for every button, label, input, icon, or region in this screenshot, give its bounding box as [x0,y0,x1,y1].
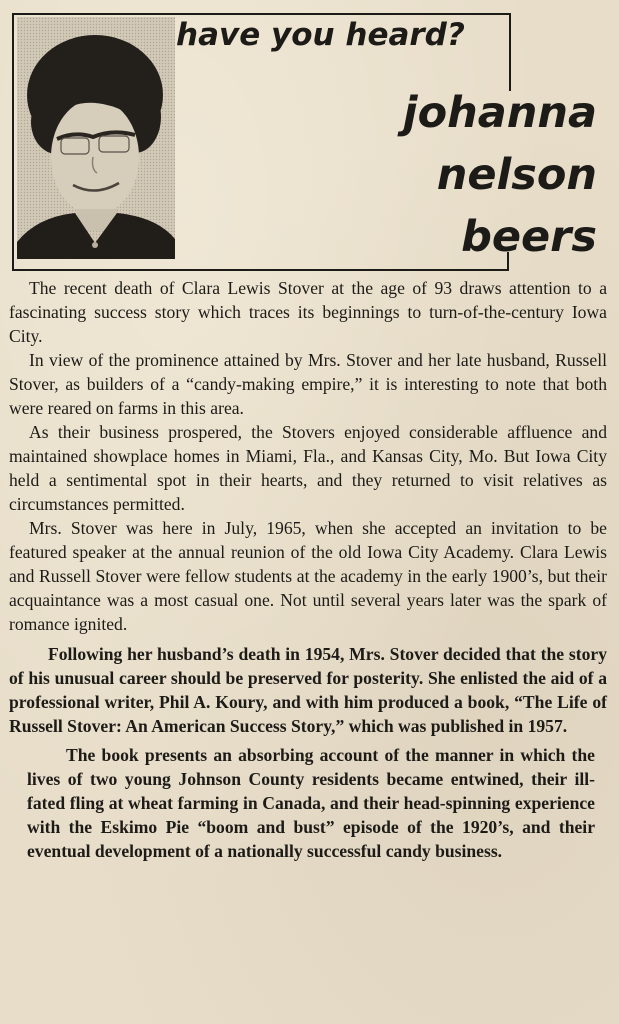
byline-first-name: johanna [402,88,597,138]
columnist-byline [402,88,597,278]
header-box-border-left [12,13,14,271]
article-paragraph: As their business prospered, the Stovers enjoyed considerable affluence and maintained showplace homes in Miami, Fla., and Kansas City, Mo. But Iowa City held a sentimental spot in their hearts, and they returned to visit relatives as circumstances permitted. [9,422,607,514]
header-box-border-right-top [509,13,511,91]
article-paragraph: Following her husband’s death in 1954, Mrs. Stover decided that the story of his unusual career should be preserved for posterity. She enlisted the aid of a professional writer, Phil A. Koury, and with him produced a book, “The Life of Russell Stover: An American Success Story,” which was published in 1957. [9,644,607,736]
article-paragraph: The book presents an absorbing account of the manner in which the lives of two young Johnson County residents became entwined, their ill-fated fling at wheat farming in Canada, and their head-spinning experience with the Eskimo Pie “boom and bust” episode of the 1920’s, and their eventual development of a nationally successful candy business. [27,745,595,861]
header-box-border-top [12,13,511,15]
article-paragraph: The recent death of Clara Lewis Stover at the age of 93 draws attention to a fascinating success story which traces its beginnings to turn-of-the-century Iowa City. [9,278,607,346]
column-kicker-title: have you heard? [176,17,465,53]
byline-middle-name: nelson [436,150,597,200]
byline-last-name: beers [461,212,597,262]
article-paragraph: Mrs. Stover was here in July, 1965, when she accepted an invitation to be featured speaker at the annual reunion of the old Iowa City Academy. Clara Lewis and Russell Stover were fellow students at the academy in the early 1900’s, but their acquaintance was a most casual one. Not until several years later was the spark of romance ignited. [9,518,607,634]
article-body [9,276,607,863]
columnist-portrait-photo [17,17,175,259]
article-paragraph: In view of the prominence attained by Mrs. Stover and her late husband, Russell Stover, as builders of a “candy-making empire,” it is interesting to note that both were reared on farms in this area. [9,350,607,418]
portrait-image-icon [17,17,175,259]
